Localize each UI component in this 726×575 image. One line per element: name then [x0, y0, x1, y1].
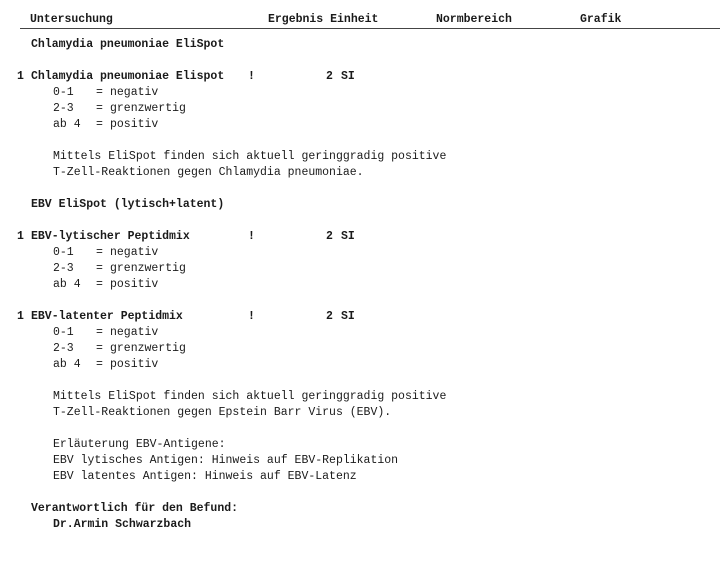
section-title-chlamydia: Chlamydia pneumoniae EliSpot	[31, 38, 225, 51]
row-count: 1	[17, 70, 24, 83]
scale-eq: =	[96, 118, 103, 131]
flag-marker: !	[248, 70, 255, 83]
comment-line: Mittels EliSpot finden sich aktuell geringgradig positive	[53, 150, 447, 163]
row-count: 1	[17, 230, 24, 243]
scale-label: grenzwertig	[110, 102, 186, 115]
result-value: 2	[326, 230, 333, 243]
scale-label: negativ	[110, 86, 159, 99]
result-unit: SI	[341, 70, 355, 83]
doctor-name: Dr.Armin Schwarzbach	[53, 518, 192, 531]
scale-label: grenzwertig	[110, 342, 186, 355]
scale-label: positiv	[110, 358, 159, 371]
row-count: 1	[17, 310, 24, 323]
scale-range: ab 4	[53, 358, 81, 371]
result-value: 2	[326, 310, 333, 323]
scale-range: 2-3	[53, 102, 74, 115]
responsible-label: Verantwortlich für den Befund:	[31, 502, 239, 515]
explanation-line: EBV latentes Antigen: Hinweis auf EBV-Latenz	[53, 470, 357, 483]
flag-marker: !	[248, 310, 255, 323]
result-unit: SI	[341, 310, 355, 323]
scale-eq: =	[96, 262, 103, 275]
scale-label: positiv	[110, 278, 159, 291]
header-divider	[20, 28, 720, 29]
test-name-chlamydia: Chlamydia pneumoniae Elispot	[31, 70, 225, 83]
comment-line: Mittels EliSpot finden sich aktuell geringgradig positive	[53, 390, 447, 403]
scale-eq: =	[96, 358, 103, 371]
scale-eq: =	[96, 326, 103, 339]
scale-range: ab 4	[53, 118, 81, 131]
header-result-unit-column: Ergebnis Einheit	[268, 13, 379, 26]
header-test-column: Untersuchung	[30, 13, 113, 26]
scale-eq: =	[96, 278, 103, 291]
result-unit: SI	[341, 230, 355, 243]
comment-line: T-Zell-Reaktionen gegen Chlamydia pneumoniae.	[53, 166, 364, 179]
comment-line: T-Zell-Reaktionen gegen Epstein Barr Virus (EBV).	[53, 406, 392, 419]
section-title-ebv: EBV EliSpot (lytisch+latent)	[31, 198, 225, 211]
scale-eq: =	[96, 86, 103, 99]
scale-eq: =	[96, 246, 103, 259]
scale-range: 0-1	[53, 86, 74, 99]
scale-range: 2-3	[53, 262, 74, 275]
scale-label: negativ	[110, 326, 159, 339]
scale-range: 0-1	[53, 326, 74, 339]
scale-range: ab 4	[53, 278, 81, 291]
scale-range: 2-3	[53, 342, 74, 355]
scale-label: positiv	[110, 118, 159, 131]
scale-eq: =	[96, 102, 103, 115]
header-range-column: Normbereich	[436, 13, 512, 26]
result-value: 2	[326, 70, 333, 83]
header-graph-column: Grafik	[580, 13, 622, 26]
scale-label: negativ	[110, 246, 159, 259]
explanation-line: EBV lytisches Antigen: Hinweis auf EBV-Replikation	[53, 454, 399, 467]
test-name-ebv-latent: EBV-latenter Peptidmix	[31, 310, 183, 323]
scale-range: 0-1	[53, 246, 74, 259]
scale-eq: =	[96, 342, 103, 355]
explanation-line: Erläuterung EBV-Antigene:	[53, 438, 226, 451]
scale-label: grenzwertig	[110, 262, 186, 275]
flag-marker: !	[248, 230, 255, 243]
test-name-ebv-lytic: EBV-lytischer Peptidmix	[31, 230, 190, 243]
